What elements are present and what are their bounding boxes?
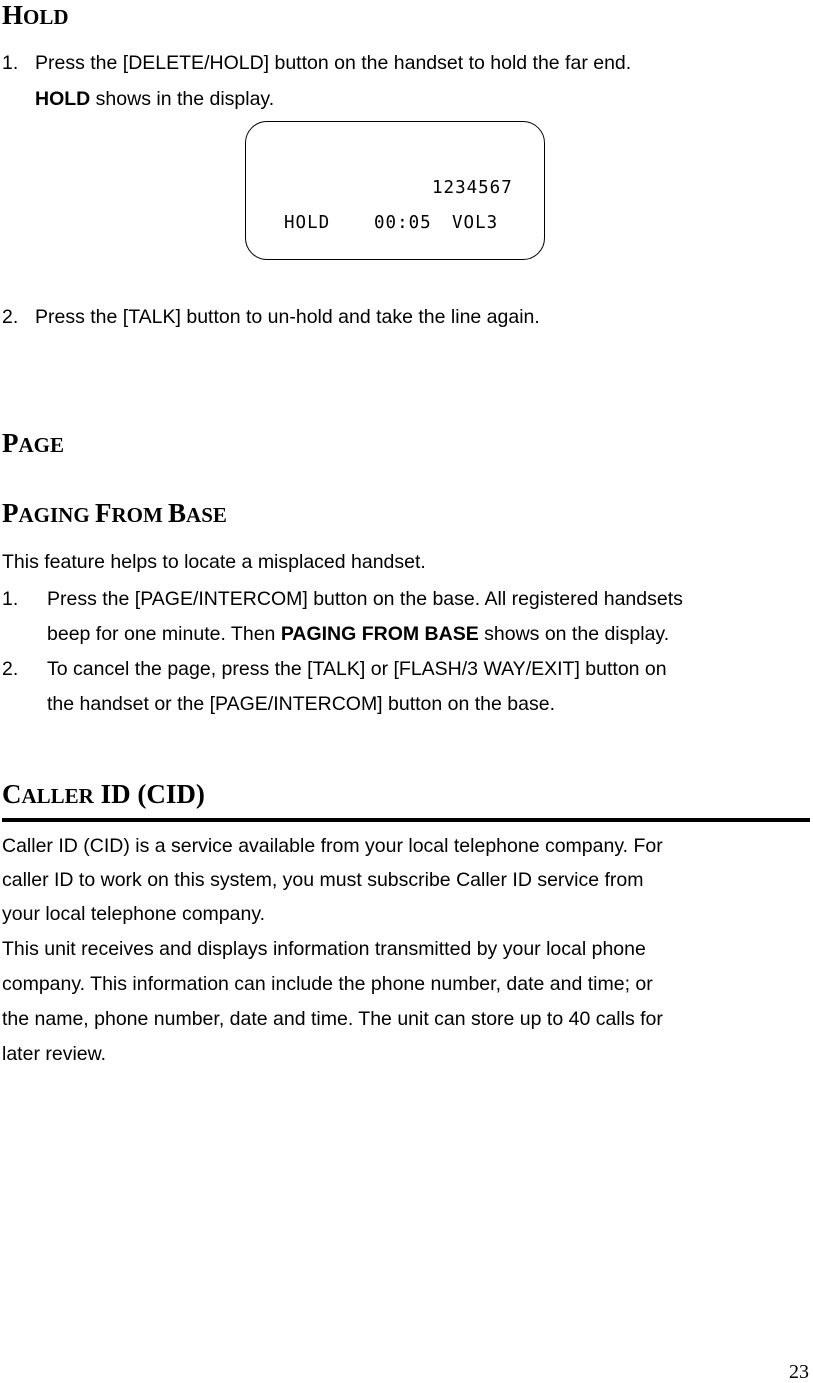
page-intro: This feature helps to locate a misplaced handset. <box>2 551 426 573</box>
section-divider <box>2 818 810 822</box>
page-step2-line2: the handset or the [PAGE/INTERCOM] button on the base. <box>47 693 555 715</box>
sub-rest-rom: ROM <box>111 503 169 527</box>
lcd-time: 00:05 <box>374 213 432 233</box>
page-step1-line2-post: shows on the display. <box>478 623 670 645</box>
sub-cap-b: B <box>168 498 187 528</box>
page-step1-line2 <box>47 617 669 651</box>
hold-step2-number: 2. <box>2 306 19 328</box>
page-heading-cap: P <box>2 428 19 458</box>
page-step2-number: 2. <box>2 658 19 680</box>
sub-rest-aging: AGING <box>18 503 95 527</box>
hold-heading <box>2 2 69 29</box>
page-heading <box>2 430 64 457</box>
page-number: 23 <box>789 1361 809 1383</box>
hold-heading-rest: OLD <box>23 5 69 29</box>
cid-heading-cap: C <box>2 779 22 809</box>
page-step1-line2-pre: beep for one minute. Then <box>47 623 281 645</box>
lcd-hold: HOLD <box>284 213 331 233</box>
caller-id-heading <box>2 781 205 808</box>
cid-line-3: your local telephone company. <box>2 903 266 925</box>
hold-step1-line2-rest: shows in the display. <box>90 88 275 110</box>
lcd-display <box>245 121 545 260</box>
cid-heading-tail: ID (CID) <box>93 779 205 809</box>
hold-heading-cap: H <box>2 0 24 30</box>
page-step1-bold: PAGING FROM BASE <box>280 623 479 645</box>
cid-line-4: This unit receives and displays information transmitted by your local phone <box>2 938 646 960</box>
page-heading-rest: AGE <box>18 433 65 457</box>
hold-step1-bold: HOLD <box>35 88 91 110</box>
sub-cap-f: F <box>94 498 112 528</box>
lcd-number: 1234567 <box>432 178 513 198</box>
hold-step1-number: 1. <box>2 52 19 74</box>
cid-line-7: later review. <box>2 1043 107 1065</box>
sub-rest-ase: ASE <box>186 503 227 527</box>
paging-from-base-heading <box>2 500 227 527</box>
page-step2-line1: To cancel the page, press the [TALK] or [FLASH/3 WAY/EXIT] button on <box>47 658 667 680</box>
sub-cap-p: P <box>2 498 19 528</box>
cid-line-2: caller ID to work on this system, you must subscribe Caller ID service from <box>2 869 644 891</box>
cid-line-6: the name, phone number, date and time. The unit can store up to 40 calls for <box>2 1008 663 1030</box>
lcd-volume: VOL3 <box>452 213 499 233</box>
page-step1-line1: Press the [PAGE/INTERCOM] button on the base. All registered handsets <box>47 588 683 610</box>
hold-step1-line2 <box>35 82 274 116</box>
hold-step2-text: Press the [TALK] button to un-hold and take the line again. <box>35 306 540 328</box>
cid-line-1: Caller ID (CID) is a service available from your local telephone company. For <box>2 835 663 857</box>
hold-step1-line1: Press the [DELETE/HOLD] button on the handset to hold the far end. <box>35 52 632 74</box>
cid-heading-rest: ALLER <box>21 784 94 808</box>
page-step1-number: 1. <box>2 588 19 610</box>
cid-line-5: company. This information can include the phone number, date and time; or <box>2 973 653 995</box>
